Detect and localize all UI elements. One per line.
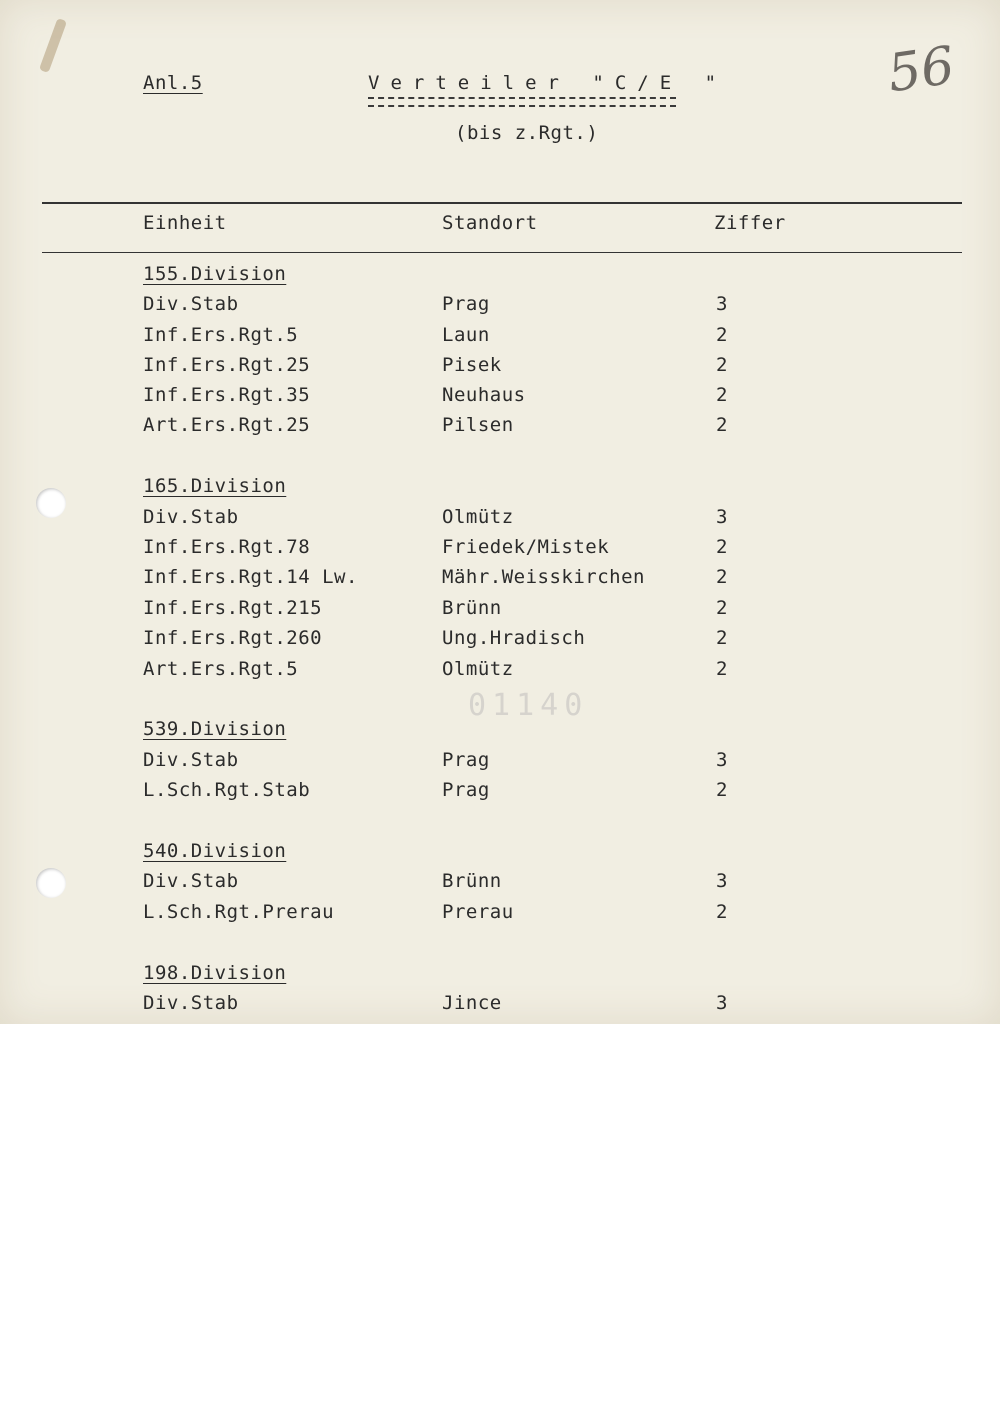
count-cell: 2: [716, 354, 728, 376]
location-cell: Prerau: [442, 901, 514, 923]
count-cell: 3: [716, 293, 728, 315]
division-heading: 540.Division: [143, 840, 287, 862]
handwritten-page-number: 56: [884, 35, 959, 105]
division-heading: 198.Division: [143, 962, 287, 984]
location-cell: Prag: [442, 749, 490, 771]
location-cell: Olmütz: [442, 658, 514, 680]
location-cell: Ung.Hradisch: [442, 627, 586, 649]
location-cell: Pilsen: [442, 414, 514, 436]
unit-cell: Inf.Ers.Rgt.35: [143, 384, 311, 406]
division-heading: 165.Division: [143, 475, 287, 497]
count-cell: 3: [716, 870, 728, 892]
count-cell: 2: [716, 627, 728, 649]
count-cell: 2: [716, 597, 728, 619]
count-cell: 3: [716, 506, 728, 528]
count-cell: 2: [716, 901, 728, 923]
unit-cell: L.Sch.Rgt.Prerau: [143, 901, 335, 923]
location-cell: Brünn: [442, 870, 502, 892]
division-heading: 155.Division: [143, 263, 287, 285]
unit-cell: Div.Stab: [143, 506, 239, 528]
unit-cell: Div.Stab: [143, 293, 239, 315]
count-cell: 2: [716, 779, 728, 801]
count-cell: 2: [716, 536, 728, 558]
location-cell: Mähr.Weisskirchen: [442, 566, 645, 588]
document-title: Verteiler "C/E ": [368, 72, 728, 94]
unit-cell: Inf.Ers.Rgt.78: [143, 536, 311, 558]
punch-hole-upper: [36, 488, 66, 518]
punch-hole-lower: [36, 868, 66, 898]
unit-cell: Div.Stab: [143, 992, 239, 1014]
count-cell: 3: [716, 992, 728, 1014]
count-cell: 2: [716, 324, 728, 346]
unit-cell: Div.Stab: [143, 749, 239, 771]
unit-cell: Inf.Ers.Rgt.25: [143, 354, 311, 376]
count-cell: 3: [716, 749, 728, 771]
location-cell: Jince: [442, 992, 502, 1014]
column-header-location: Standort: [442, 212, 538, 234]
faint-stamp: 01140: [468, 688, 589, 723]
count-cell: 2: [716, 658, 728, 680]
location-cell: Laun: [442, 324, 490, 346]
unit-cell: Art.Ers.Rgt.5: [143, 658, 299, 680]
table-header-rule: [42, 252, 962, 253]
column-header-unit: Einheit: [143, 212, 227, 234]
unit-cell: Inf.Ers.Rgt.5: [143, 324, 299, 346]
division-heading: 539.Division: [143, 718, 287, 740]
unit-cell: Art.Ers.Rgt.25: [143, 414, 311, 436]
unit-cell: Inf.Ers.Rgt.215: [143, 597, 323, 619]
location-cell: Friedek/Mistek: [442, 536, 610, 558]
table-top-rule: [42, 202, 962, 204]
annex-label: Anl.5: [143, 72, 203, 94]
count-cell: 2: [716, 384, 728, 406]
count-cell: 2: [716, 414, 728, 436]
title-double-underline: [368, 97, 676, 107]
unit-cell: Div.Stab: [143, 870, 239, 892]
location-cell: Pisek: [442, 354, 502, 376]
unit-cell: L.Sch.Rgt.Stab: [143, 779, 311, 801]
count-cell: 2: [716, 566, 728, 588]
location-cell: Prag: [442, 779, 490, 801]
location-cell: Neuhaus: [442, 384, 526, 406]
unit-cell: Inf.Ers.Rgt.14 Lw.: [143, 566, 358, 588]
document-subtitle: (bis z.Rgt.): [455, 122, 599, 144]
column-header-count: Ziffer: [714, 212, 786, 234]
location-cell: Olmütz: [442, 506, 514, 528]
location-cell: Brünn: [442, 597, 502, 619]
unit-cell: Inf.Ers.Rgt.260: [143, 627, 323, 649]
location-cell: Prag: [442, 293, 490, 315]
